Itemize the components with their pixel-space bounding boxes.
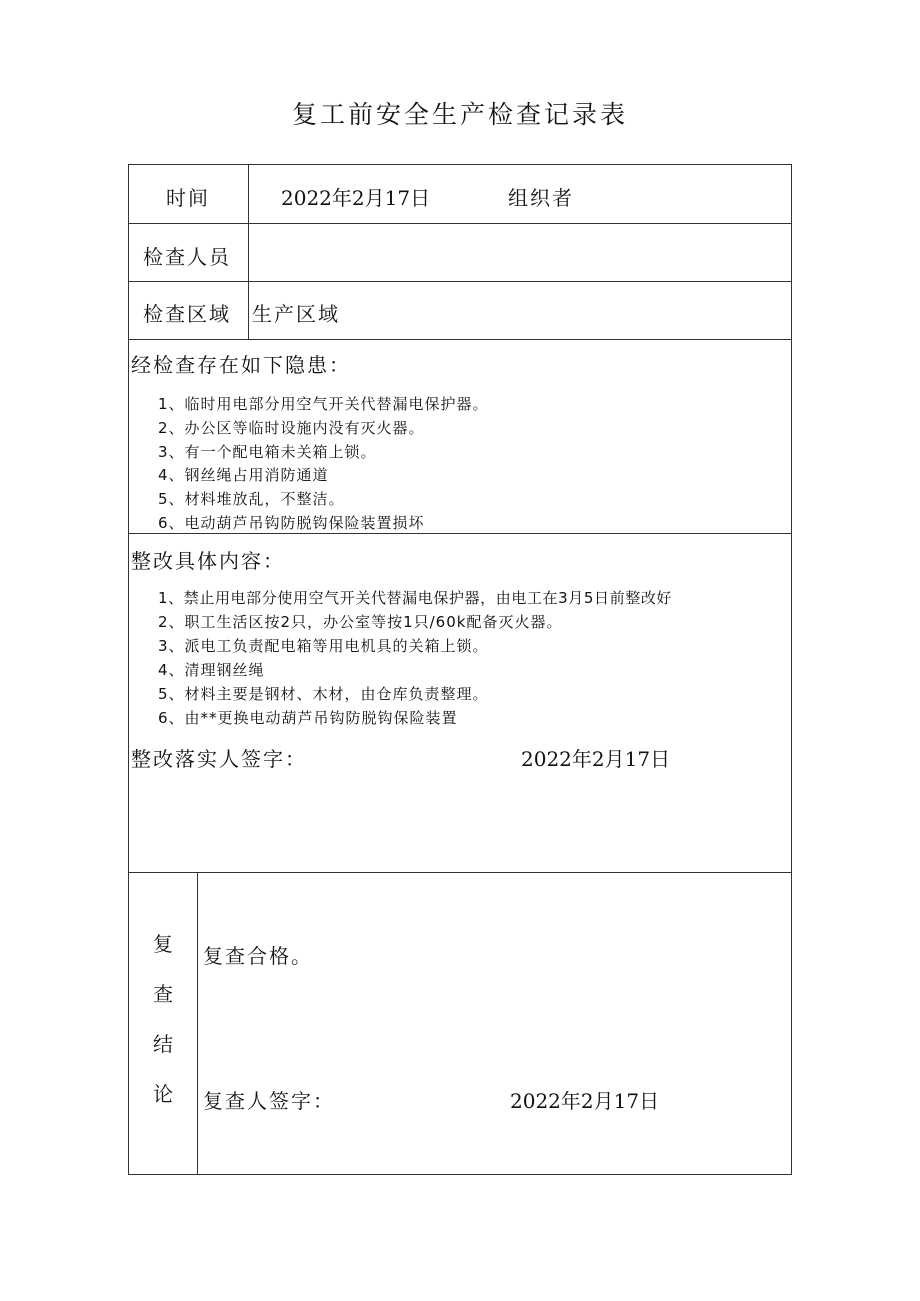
rectification-heading: 整改具体内容： <box>131 549 285 573</box>
review-label-char: 结 <box>153 1032 173 1056</box>
time-label: 时间 <box>166 186 210 210</box>
row-divider <box>128 872 792 873</box>
row-divider <box>128 339 792 340</box>
review-result: 复查合格。 <box>203 944 313 968</box>
area-label: 检查区域 <box>143 302 231 326</box>
time-value: 2022年2月17日 <box>281 186 431 210</box>
rectification-item: 2、职工生活区按2只，办公室等按1只/60k配备灭火器。 <box>158 613 563 631</box>
hazard-item: 2、办公区等临时设施内没有灭火器。 <box>158 419 425 437</box>
hazard-item: 1、临时用电部分用空气开关代替漏电保护器。 <box>158 395 489 413</box>
rectification-item: 4、清理钢丝绳 <box>158 661 265 679</box>
rectification-item: 5、材料主要是钢材、木材，由仓库负责整理。 <box>158 685 489 703</box>
review-label-char: 查 <box>153 982 173 1006</box>
hazard-item: 5、材料堆放乱，不整洁。 <box>158 490 345 508</box>
column-divider <box>197 872 198 1175</box>
review-signature-date: 2022年2月17日 <box>510 1089 660 1113</box>
form-title: 复工前安全生产检查记录表 <box>291 100 628 129</box>
hazard-item: 6、电动葫芦吊钩防脱钩保险装置损坏 <box>158 514 425 532</box>
review-label-char: 复 <box>153 932 173 956</box>
column-divider <box>248 164 249 339</box>
hazard-item: 4、钢丝绳占用消防通道 <box>158 466 329 484</box>
row-divider <box>128 223 792 224</box>
rectification-item: 1、禁止用电部分使用空气开关代替漏电保护器，由电工在3月5日前整改好 <box>158 589 673 607</box>
area-value: 生产区域 <box>252 302 340 326</box>
rectification-item: 3、派电工负责配电箱等用电机具的关箱上锁。 <box>158 637 489 655</box>
rectification-signature-date: 2022年2月17日 <box>521 747 671 771</box>
rectification-item: 6、由**更换电动葫芦吊钩防脱钩保险装置 <box>158 709 458 727</box>
inspector-label: 检查人员 <box>143 245 231 269</box>
hazard-item: 3、有一个配电箱未关箱上锁。 <box>158 443 377 461</box>
hazards-heading: 经检查存在如下隐患： <box>131 353 351 377</box>
rectification-signature-label: 整改落实人签字： <box>131 747 307 771</box>
row-divider <box>128 533 792 534</box>
review-label-char: 论 <box>153 1082 173 1106</box>
organizer-label: 组织者 <box>508 186 574 210</box>
review-signature-label: 复查人签字： <box>203 1089 335 1113</box>
row-divider <box>128 281 792 282</box>
